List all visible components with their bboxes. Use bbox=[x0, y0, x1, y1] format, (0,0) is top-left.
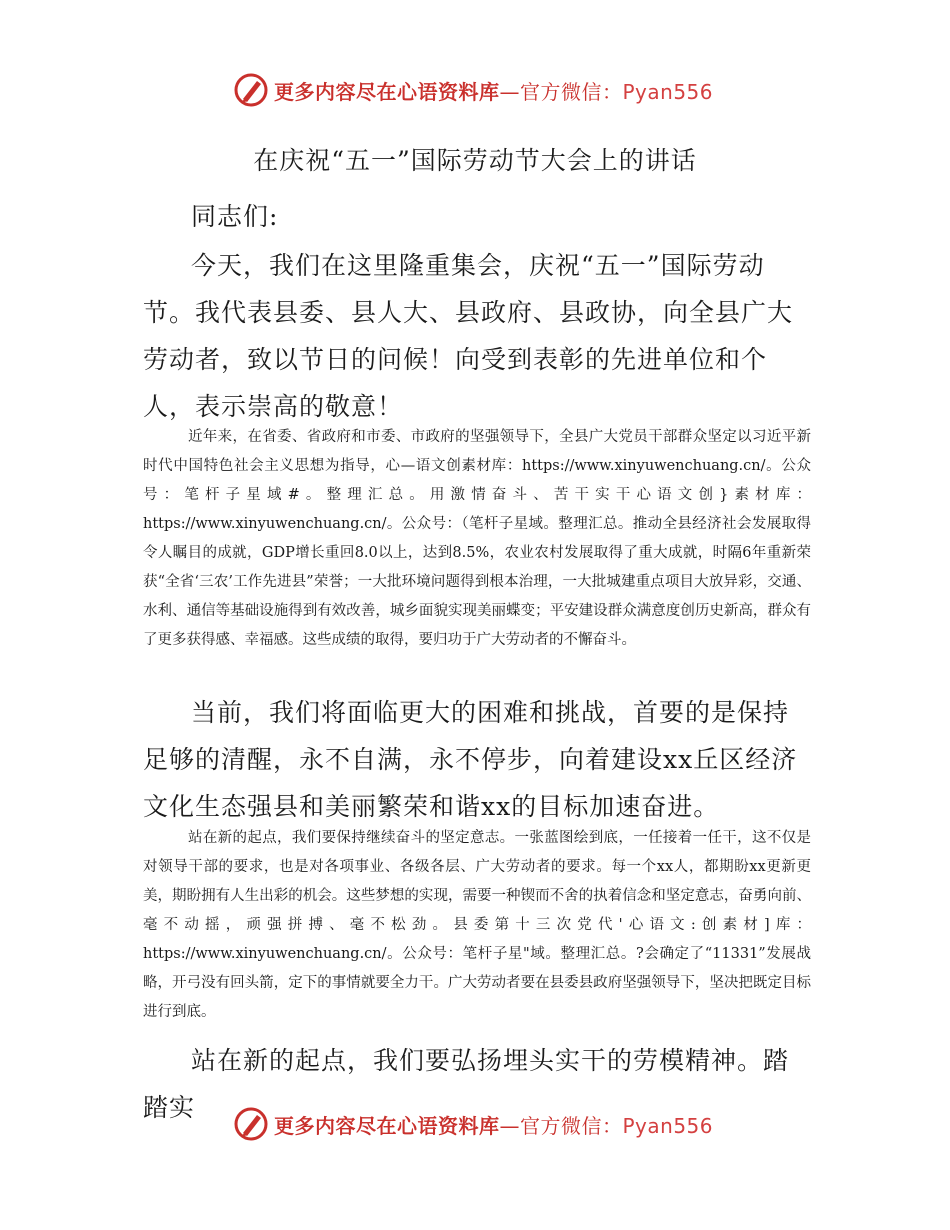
banner-main: 更多内容尽在心语资料库 bbox=[274, 80, 500, 104]
banner-wechat-id: Pyan556 bbox=[622, 80, 714, 104]
paragraph-achievements: 近年来，在省委、省政府和市委、市政府的坚强领导下，全县广大党员干部群众坚定以习近平新时代中国特色社会主义思想为指导，心—语文创素材库：https://www.xinyuwenchuang.cn/。公众号：笔杆子星域#。整理汇总。用激情奋斗、苦干实干心语文创}素材库：https://www.xinyuwenchuang.cn/。公众号：（笔杆子星域。整理汇总。推动全县经济社会发展取得令人瞩目的成就，GDP增长重回8.0以上，达到8.5%，农业农村发展取得了重大成就，时隔6年重新荣获“全省‘三农’工作先进县”荣誉；一大批环境问题得到根本治理，一大批城建重点项目大放异彩，交通、水利、通信等基础设施得到有效改善，城乡面貌实现美丽蝶变；平安建设群众满意度创历史新高，群众有了更多获得感、幸福感。这些成绩的取得，要归功于广大劳动者的不懈奋斗。 bbox=[143, 429, 811, 648]
paragraph-will: 站在新的起点，我们要保持继续奋斗的坚定意志。一张蓝图绘到底，一任接着一任干，这不仅是对领导干部的要求，也是对各项事业、各级各层、广大劳动者的要求。每一个xx人，都期盼xx更新更美，期盼拥有人生出彩的机会。这些梦想的实现，需要一种锲而不舍的执着信念和坚定意志，奋勇向前、毫不动摇，顽强拼搏、毫不松劲。县委第十三次党代'心语文:创素材]库：https://www.xinyuwenchuang.cn/。公众号：笔杆子星"域。整理汇总。?会确定了“11331”发展战略，开弓没有回头箭，定下的事情就要全力干。广大劳动者要在县委县政府坚强领导下，坚决把既定目标进行到底。 bbox=[143, 830, 811, 1020]
banner-main: 更多内容尽在心语资料库 bbox=[274, 1114, 500, 1138]
banner-text bbox=[274, 1110, 713, 1139]
paragraph-opening: 今天，我们在这里隆重集会，庆祝“五一”国际劳动节。我代表县委、县人大、县政府、县政协，向全县广大劳动者，致以节日的问候！向受到表彰的先进单位和个人，表示崇高的敬意！ bbox=[143, 251, 794, 421]
header-banner bbox=[0, 70, 950, 110]
banner-dash: — bbox=[499, 1114, 520, 1138]
document-title: 在庆祝“五一”国际劳动节大会上的讲话 bbox=[253, 146, 697, 175]
banner-wechat-label: 官方微信： bbox=[520, 80, 623, 104]
banner-text bbox=[274, 76, 713, 105]
greeting: 同志们: bbox=[191, 202, 279, 231]
paragraph-challenges: 当前，我们将面临更大的困难和挑战，首要的是保持足够的清醒，永不自满，永不停步，向着建设xx丘区经济文化生态强县和美丽繁荣和谐xx的目标加速奋进。 bbox=[143, 698, 798, 821]
paragraph-spirit: 站在新的起点，我们要弘扬埋头实干的劳模精神。踏踏实 bbox=[143, 1046, 790, 1122]
banner-wechat-id: Pyan556 bbox=[622, 1114, 714, 1138]
footer-banner bbox=[0, 1104, 950, 1144]
banner-wechat-label: 官方微信： bbox=[520, 1114, 623, 1138]
pen-logo-icon bbox=[233, 1106, 269, 1142]
pen-logo-icon bbox=[233, 72, 269, 108]
banner-dash: — bbox=[499, 80, 520, 104]
